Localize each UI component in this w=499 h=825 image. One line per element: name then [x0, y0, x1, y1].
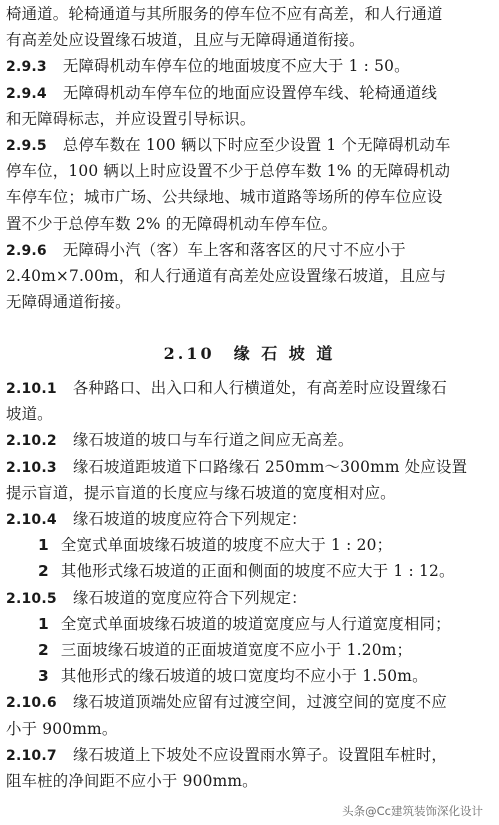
line-text: 缘石坡道距坡道下口路缘石 250mm～300mm 处应设置	[72, 457, 468, 476]
text-line	[6, 161, 494, 181]
item-number: 2	[38, 641, 49, 659]
line-text: 2.40m×7.00m，和人行通道有高差处应设置缘石坡道，且应与	[6, 267, 447, 285]
line-text: 全宽式单面坡缘石坡道的坡道宽度应与人行道宽度相同；	[60, 614, 451, 633]
text-line	[38, 614, 499, 634]
section-heading: 2.10 缘 石 坡 道	[163, 344, 336, 363]
text-line	[6, 30, 494, 50]
clause-number: 2.9.4	[6, 85, 47, 102]
line-text: 缘石坡道的坡度应符合下列规定：	[72, 510, 307, 528]
text-line	[6, 83, 494, 104]
clause-number: 2.10.2	[6, 433, 57, 450]
line-text: 无障碍通道衔接。	[6, 293, 131, 312]
text-line	[6, 457, 494, 478]
line-text: 提示盲道，提示盲道的长度应与缘石坡道的宽度相对应。	[6, 483, 396, 502]
line-text: 阻车桩的净间距不应小于 900mm。	[6, 772, 258, 790]
text-line	[6, 771, 494, 791]
line-text: 置不少于总停车数 2% 的无障碍机动车停车位。	[6, 214, 338, 233]
text-line	[38, 561, 499, 581]
line-text: 小于 900mm。	[6, 719, 118, 738]
text-line	[6, 292, 494, 312]
text-line	[38, 640, 499, 660]
line-text: 无障碍机动车停车位的地面坡度不应大于 1 : 50。	[62, 57, 410, 76]
text-line	[38, 666, 499, 686]
line-text: 其他形式缘石坡道的正面和侧面的坡度不应大于 1 : 12。	[60, 562, 455, 581]
clause-number: 2.10.1	[6, 381, 57, 397]
line-text: 缘石坡道上下坡处不应设置雨水箅子。设置阻车桩时，	[72, 745, 447, 764]
clause-number: 2.10.3	[6, 459, 57, 476]
line-text: 缘石坡道的坡口与车行道之间应无高差。	[72, 431, 354, 450]
line-text: 椅通道。轮椅通道与其所服务的停车位不应有高差，和人行通道	[6, 5, 443, 23]
item-number: 3	[38, 667, 49, 686]
line-text: 和无障碍标志，并应设置引导标识。	[6, 109, 256, 128]
text-line	[6, 240, 494, 261]
clause-number: 2.10.4	[6, 512, 57, 528]
line-text: 有高差处应设置缘石坡道，且应与无障碍通道衔接。	[6, 31, 365, 50]
text-line	[6, 404, 494, 424]
clause-number: 2.9.6	[6, 242, 47, 259]
line-text: 坡道。	[6, 405, 53, 424]
text-line	[6, 692, 494, 713]
text-line	[6, 509, 494, 530]
item-number: 1	[38, 536, 49, 555]
watermark-text: 头条@Cc建筑装饰深化设计	[342, 804, 483, 818]
line-text: 车停车位；城市广场、公共绿地、城市道路等场所的停车位应设	[6, 188, 443, 207]
text-line	[6, 187, 494, 207]
text-line	[6, 109, 494, 129]
line-text: 各种路口、出入口和人行横道处，有高差时应设置缘石	[72, 379, 447, 397]
text-line	[6, 483, 494, 503]
text-line	[6, 745, 494, 766]
line-text: 缘石坡道的宽度应符合下列规定：	[72, 588, 307, 607]
text-line	[38, 535, 499, 555]
text-line	[6, 56, 494, 77]
text-line	[6, 588, 494, 609]
clause-number: 2.10.6	[6, 695, 57, 712]
clause-number: 2.10.5	[6, 590, 57, 607]
text-line	[6, 378, 494, 399]
text-line	[6, 4, 494, 24]
clause-number: 2.10.7	[6, 747, 57, 764]
text-line	[6, 430, 494, 451]
clause-number: 2.9.5	[6, 138, 47, 154]
item-number: 1	[38, 614, 49, 633]
line-text: 停车位，100 辆以上时应设置不少于总停车数 1% 的无障碍机动	[6, 162, 451, 181]
text-line	[6, 135, 494, 156]
line-text: 无障碍小汽（客）车上客和落客区的尺寸不应小于	[62, 240, 406, 259]
line-text: 总停车数在 100 辆以下时应至少设置 1 个无障碍机动车	[62, 136, 451, 154]
line-text: 全宽式单面坡缘石坡道的坡度不应大于 1 : 20；	[60, 536, 393, 555]
line-text: 其他形式的缘石坡道的坡口宽度均不应小于 1.50m。	[60, 667, 428, 686]
text-line	[6, 266, 494, 286]
text-line	[6, 719, 494, 739]
line-text: 无障碍机动车停车位的地面应设置停车线、轮椅通道线	[62, 83, 438, 102]
line-text: 三面坡缘石坡道的正面坡道宽度不应小于 1.20m；	[60, 641, 413, 659]
clause-number: 2.9.3	[6, 59, 47, 76]
item-number: 2	[38, 562, 49, 581]
text-line	[6, 214, 494, 234]
line-text: 缘石坡道顶端处应留有过渡空间，过渡空间的宽度不应	[72, 693, 447, 712]
